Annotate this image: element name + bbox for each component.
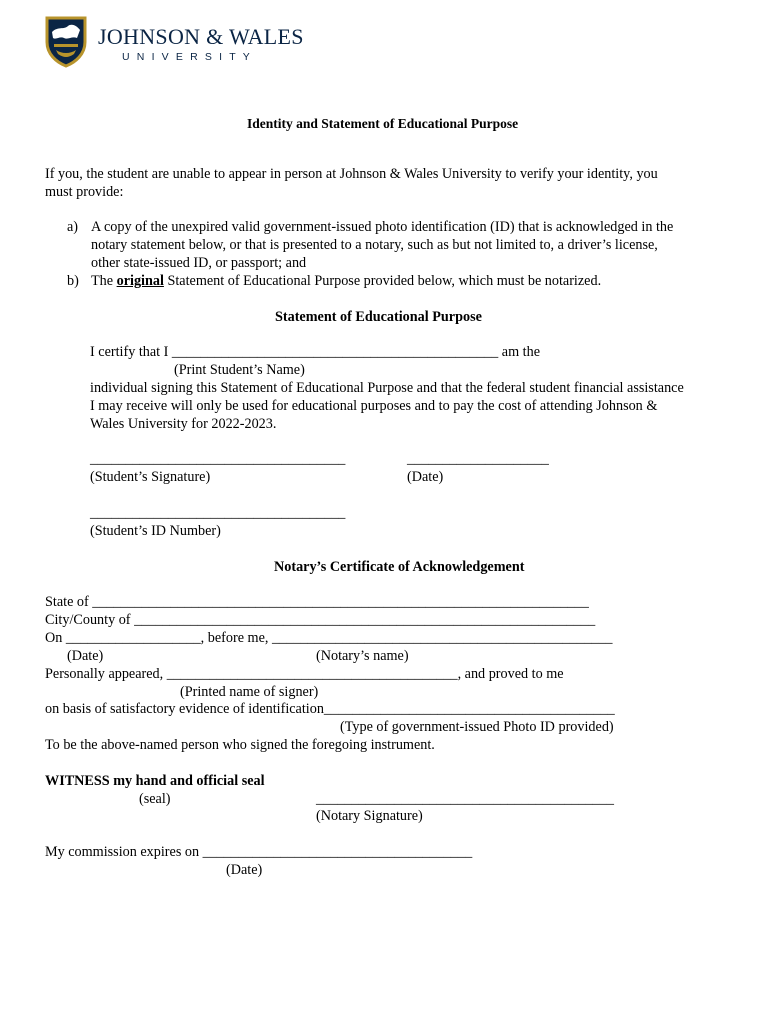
list-b-text: [91, 273, 601, 290]
intro-line-1: If you, the student are unable to appear in person at Johnson & Wales University to verify your identity, you: [45, 166, 658, 182]
print-name-label: (Print Student’s Name): [174, 362, 305, 378]
commission-expires-line: My commission expires on ______________________________________: [45, 844, 473, 860]
student-signature-label: (Student’s Signature): [90, 469, 211, 485]
statement-body-line-2: I may receive will only be used for educational purposes and to pay the cost of attending Johnson &: [90, 398, 658, 414]
document-title: Identity and Statement of Educational Purpose: [247, 116, 519, 131]
notary-signature-label: (Notary Signature): [316, 808, 423, 824]
notary-name-label: (Notary’s name): [316, 648, 409, 664]
university-logo: [44, 14, 304, 72]
certify-line: I certify that I ______________________________________________ am the: [90, 344, 541, 360]
id-type-label: (Type of government-issued Photo ID provided): [340, 719, 614, 735]
above-named-text: To be the above-named person who signed the foregoing instrument.: [45, 737, 435, 753]
student-date-line: ____________________: [407, 451, 549, 467]
notary-date-label: (Date): [67, 648, 104, 664]
state-of-line: State of ______________________________________________________________________: [45, 594, 589, 610]
shield-crest-icon: [44, 14, 88, 68]
statement-body-line-1: individual signing this Statement of Educational Purpose and that the federal student financial assistance: [90, 380, 684, 396]
student-date-label: (Date): [407, 469, 444, 485]
printed-signer-name-label: (Printed name of signer): [180, 684, 319, 700]
seal-label: (seal): [139, 791, 171, 807]
on-date-before-me-line: On ___________________, before me, ________________________________________________: [45, 630, 613, 646]
university-name: JOHNSON & WALES: [98, 24, 304, 49]
list-marker-b: b): [67, 273, 79, 289]
commission-date-label: (Date): [226, 862, 263, 878]
list-b-suffix: Statement of Educational Purpose provided below, which must be notarized.: [163, 273, 602, 289]
student-id-label: (Student’s ID Number): [90, 523, 221, 539]
list-a-line-2: notary statement below, or that is presented to a notary, such as but not limited to, a driver’s license,: [91, 237, 658, 253]
notary-heading: Notary’s Certificate of Acknowledgement: [274, 559, 525, 575]
basis-of-evidence-line: on basis of satisfactory evidence of identification_________________________________________: [45, 701, 615, 717]
student-id-line: ____________________________________: [90, 505, 346, 521]
list-b-prefix: The: [91, 273, 117, 289]
statement-body-line-3: Wales University for 2022-2023.: [90, 416, 277, 432]
list-a-line-3: other state-issued ID, or passport; and: [91, 255, 307, 271]
personally-appeared-line: Personally appeared, _________________________________________, and proved to me: [45, 666, 564, 682]
list-b-emphasis: original: [116, 273, 164, 289]
list-a-line-1: A copy of the unexpired valid government-issued photo identification (ID) that is acknowledged in the: [91, 219, 674, 235]
intro-line-2: must provide:: [45, 184, 124, 200]
university-subtitle: UNIVERSITY: [122, 51, 258, 63]
city-county-line: City/County of _________________________________________________________________: [45, 612, 596, 628]
list-marker-a: a): [67, 219, 79, 235]
student-signature-line: ____________________________________: [90, 451, 346, 467]
witness-heading: WITNESS my hand and official seal: [45, 773, 265, 789]
notary-signature-line: __________________________________________: [316, 791, 614, 807]
statement-heading: Statement of Educational Purpose: [275, 309, 482, 325]
